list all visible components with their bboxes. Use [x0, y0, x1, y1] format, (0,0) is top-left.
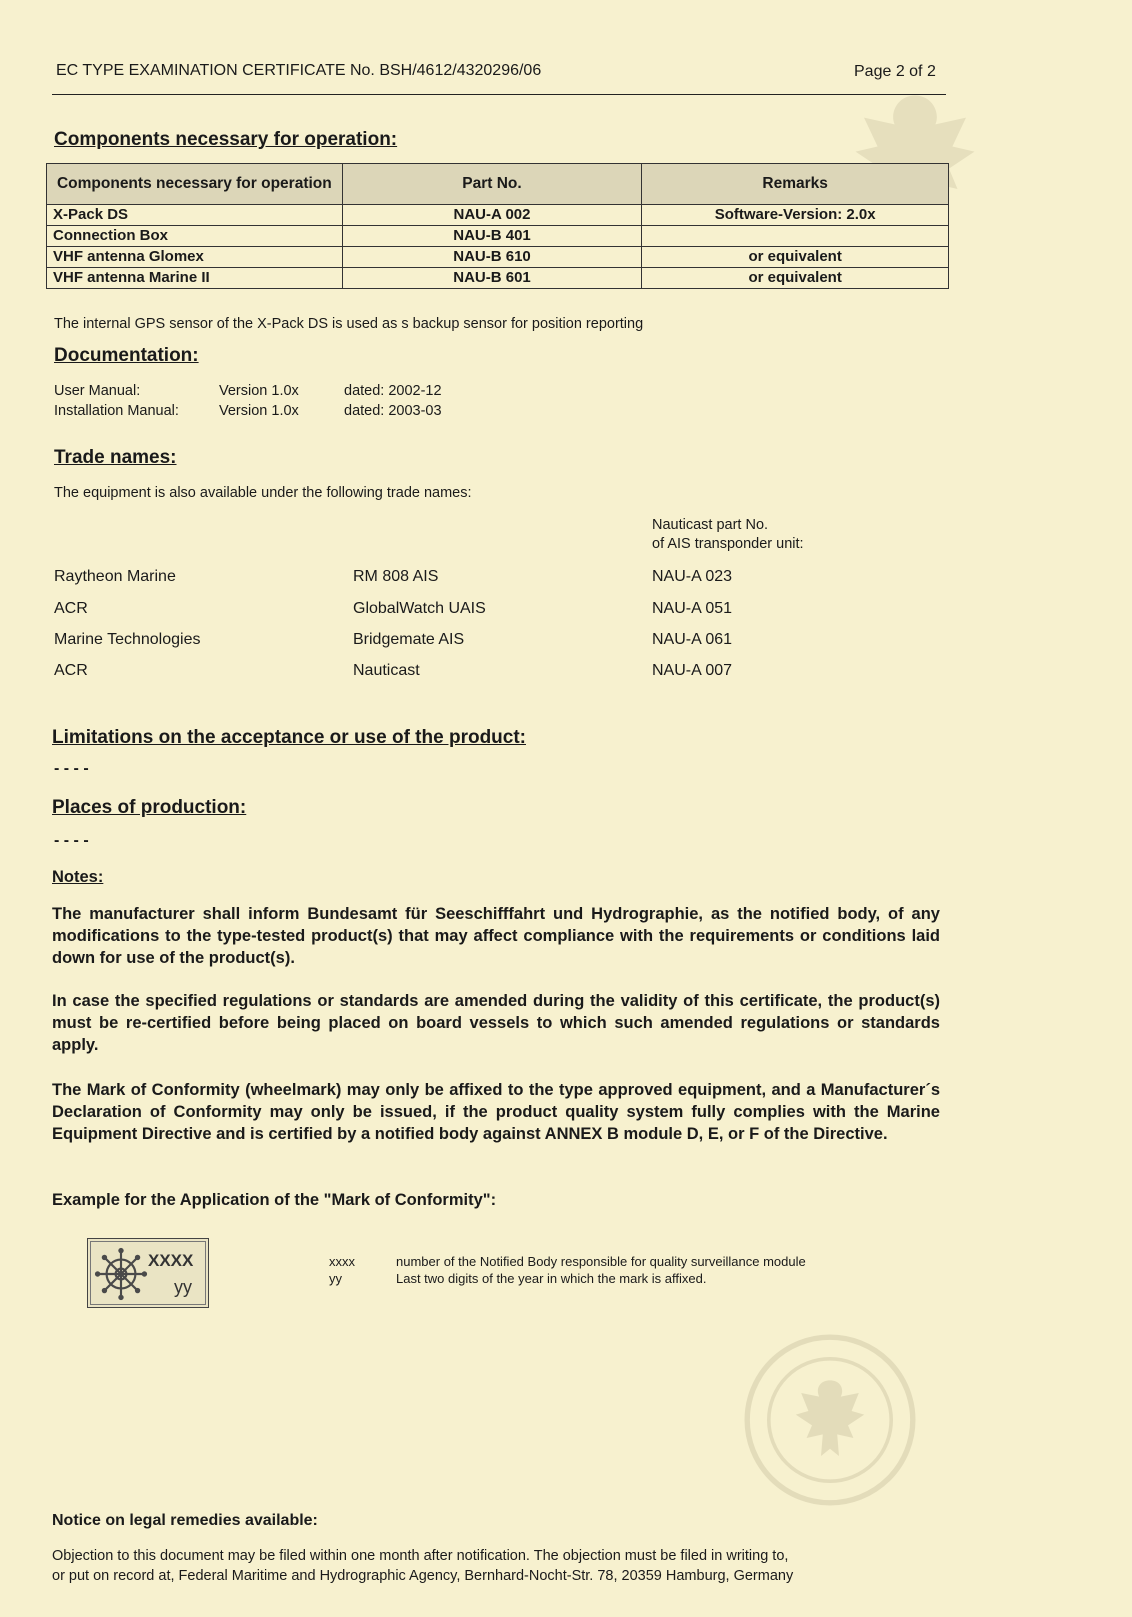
trade-company: Raytheon Marine: [54, 568, 176, 585]
col-header-component: Components necessary for operation: [47, 164, 343, 205]
components-heading: Components necessary for operation:: [54, 129, 398, 150]
remark-cell: [642, 226, 949, 247]
note-paragraph: The Mark of Conformity (wheelmark) may only be affixed to the type approved equipment, and a Manufacturer´s Declaration of Conformity may only be issued, if the product quality system fully complies with the Marine Equipment Directive and is certified by a notified body against ANNEX B module D, E, or F of the Directive.: [52, 1081, 940, 1143]
remark-cell: or equivalent: [642, 268, 949, 289]
part-cell: NAU-B 401: [342, 226, 642, 247]
trade-part: NAU-A 051: [652, 600, 733, 617]
doc-version: Version 1.0x: [219, 403, 299, 419]
components-table: [46, 163, 949, 289]
remark-cell: Software-Version: 2.0x: [642, 205, 949, 226]
col-header-part: Part No.: [342, 164, 642, 205]
part-col-header-2: of AIS transponder unit:: [652, 536, 804, 552]
official-seal-icon: [740, 1330, 920, 1510]
mark-xxxx-text: XXXX: [148, 1251, 194, 1270]
remark-cell: or equivalent: [642, 247, 949, 268]
trade-company: ACR: [54, 662, 88, 679]
trade-part: NAU-A 061: [652, 631, 733, 648]
wheelmark-icon: [94, 1247, 148, 1301]
trade-name: GlobalWatch UAIS: [353, 600, 486, 617]
legal-text-line2: or put on record at, Federal Maritime and Hydrographic Agency, Bernhard-Nocht-Str. 78, 20359 Hamburg, Germany: [52, 1568, 794, 1584]
doc-dated: dated: 2003-03: [344, 403, 442, 419]
note-paragraph: The manufacturer shall inform Bundesamt für Seeschifffahrt und Hydrographie, as the notified body, of any modifications to the type-tested product(s) that may affect compliance with the requirements or conditions laid down for use of the product(s).: [52, 905, 940, 967]
col-header-remarks: Remarks: [642, 164, 949, 205]
legal-heading: Notice on legal remedies available:: [52, 1512, 318, 1529]
trade-part: NAU-A 007: [652, 662, 733, 679]
doc-dated: dated: 2002-12: [344, 383, 442, 399]
gps-note: The internal GPS sensor of the X-Pack DS is used as s backup sensor for position reporting: [54, 316, 644, 332]
table-header-row: [47, 164, 949, 205]
table-row: [47, 268, 949, 289]
header-divider: [52, 94, 946, 95]
page-number: Page 2 of 2: [854, 63, 936, 80]
table-row: [47, 226, 949, 247]
component-cell: Connection Box: [47, 226, 343, 247]
trade-name: RM 808 AIS: [353, 568, 439, 585]
part-cell: NAU-A 002: [342, 205, 642, 226]
note-paragraph: In case the specified regulations or standards are amended during the validity of this certificate, the product(s) must be re-certified before being placed on board vessels to which such amended regulations or standards apply.: [52, 992, 940, 1054]
component-cell: X-Pack DS: [47, 205, 343, 226]
part-col-header-1: Nauticast part No.: [652, 517, 769, 533]
wheelmark-example: [87, 1238, 209, 1308]
places-value: - - - -: [54, 832, 89, 849]
legend-key: yy: [329, 1271, 342, 1286]
component-cell: VHF antenna Marine II: [47, 268, 343, 289]
notes-heading: Notes:: [52, 868, 104, 886]
table-row: [47, 205, 949, 226]
trade-company: ACR: [54, 600, 88, 617]
legal-text-line1: Objection to this document may be filed within one month after notification. The objection must be filed in writing to,: [52, 1548, 789, 1564]
places-heading: Places of production:: [52, 797, 247, 818]
table-row: [47, 247, 949, 268]
documentation-heading: Documentation:: [54, 345, 199, 366]
certificate-number: EC TYPE EXAMINATION CERTIFICATE No. BSH/4612/4320296/06: [56, 62, 542, 79]
part-cell: NAU-B 610: [342, 247, 642, 268]
trade-name: Nauticast: [353, 662, 420, 679]
trade-names-intro: The equipment is also available under the following trade names:: [54, 485, 472, 501]
legend-text: Last two digits of the year in which the mark is affixed.: [396, 1271, 707, 1286]
trade-names-heading: Trade names:: [54, 447, 177, 468]
trade-company: Marine Technologies: [54, 631, 201, 648]
legend-key: xxxx: [329, 1254, 355, 1269]
example-heading: Example for the Application of the "Mark of Conformity":: [52, 1191, 497, 1209]
limitations-value: - - - -: [54, 760, 89, 777]
limitations-heading: Limitations on the acceptance or use of the product:: [52, 727, 526, 748]
trade-part: NAU-A 023: [652, 568, 733, 585]
part-cell: NAU-B 601: [342, 268, 642, 289]
component-cell: VHF antenna Glomex: [47, 247, 343, 268]
doc-label: User Manual:: [54, 383, 141, 399]
mark-yy-text: yy: [174, 1277, 192, 1297]
doc-version: Version 1.0x: [219, 383, 299, 399]
trade-name: Bridgemate AIS: [353, 631, 465, 648]
doc-label: Installation Manual:: [54, 403, 179, 419]
legend-text: number of the Notified Body responsible for quality surveillance module: [396, 1254, 806, 1269]
